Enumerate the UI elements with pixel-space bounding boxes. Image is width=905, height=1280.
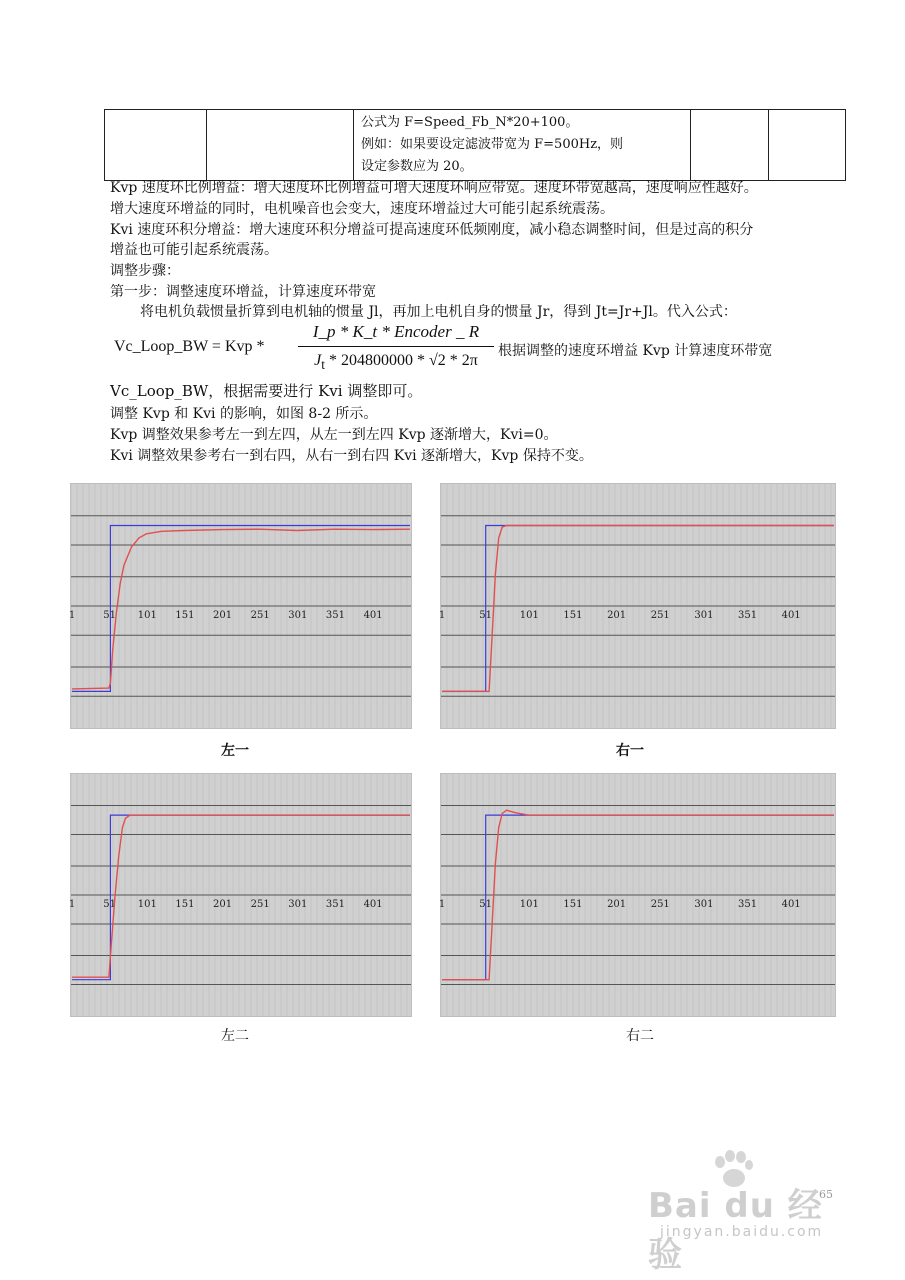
x-tick-label: 401 [363, 610, 383, 622]
step-1-heading: 第一步：调整速度环增益，计算速度环带宽 [110, 284, 376, 300]
baidu-jingyan-watermark [640, 1150, 840, 1275]
x-tick-label: 301 [288, 610, 308, 622]
chart-right-2 [440, 773, 836, 1017]
figure-reference: 调整 Kvp 和 Kvi 的影响，如图 8-2 所示。 [110, 406, 378, 422]
fraction-bar [298, 346, 494, 347]
formula-description: 根据调整的速度环增益 Kvp 计算速度环带宽 [498, 343, 773, 359]
kvp-paragraph-line-1: Kvp 速度环比例增益：增大速度环比例增益可增大速度环响应带宽。速度环带宽越高，速度响应性越好。 [110, 180, 758, 196]
table-text-line: 公式为 F=Speed_Fb_N*20+100。 [361, 115, 579, 130]
x-tick-label: 251 [250, 610, 270, 622]
x-tick-label: 51 [103, 610, 117, 622]
x-tick-label: 201 [213, 610, 233, 622]
table-row [105, 110, 846, 181]
after-formula-text: Vc_Loop_BW，根据需要进行 Kvi 调整即可。 [110, 382, 423, 400]
page-number: 65 [819, 1188, 833, 1201]
x-tick-label: 351 [325, 610, 346, 622]
x-tick-label: 301 [288, 899, 308, 911]
x-tick-label: 151 [563, 610, 583, 622]
table-text-line: 设定参数应为 20。 [361, 159, 473, 174]
x-tick-label: 201 [607, 610, 627, 622]
caption-left-1: 左一 [221, 743, 249, 759]
kvi-paragraph-line-2: 增益也可能引起系统震荡。 [110, 242, 278, 258]
x-tick-label: 201 [607, 899, 627, 911]
table-text-line: 例如：如果要设定滤波带宽为 F=500Hz，则 [361, 137, 624, 152]
formula-numerator: I_p * K_t * Encoder _ R [312, 322, 480, 341]
x-tick-label: 201 [213, 899, 233, 911]
x-tick-label: 101 [519, 610, 539, 622]
watermark-url: jingyan.baidu.com [660, 1224, 824, 1240]
table-cell-description [354, 110, 691, 181]
x-tick-label: 101 [137, 610, 157, 622]
kvp-paragraph-line-2: 增大速度环增益的同时，电机噪音也会变大，速度环增益过大可能引起系统震荡。 [110, 201, 614, 217]
x-tick-label: 1 [438, 899, 446, 911]
x-tick-label: 101 [519, 899, 539, 911]
chart-svg [68, 484, 411, 728]
x-tick-label: 51 [103, 899, 117, 911]
table-cell [207, 110, 354, 181]
x-tick-label: 351 [325, 899, 346, 911]
x-tick-label: 151 [563, 899, 583, 911]
caption-right-1: 右一 [616, 743, 644, 759]
chart-right-1 [440, 483, 836, 729]
x-tick-label: 51 [479, 899, 493, 911]
steps-title: 调整步骤： [110, 263, 180, 279]
step-1-detail: 将电机负载惯量折算到电机轴的惯量 Jl，再加上电机自身的惯量 Jr，得到 Jt=Jr+Jl。代入公式： [140, 304, 737, 320]
x-tick-label: 351 [738, 899, 758, 911]
parameter-table [104, 109, 846, 181]
x-tick-label: 351 [738, 610, 758, 622]
x-tick-label: 251 [250, 899, 270, 911]
x-tick-label: 401 [363, 899, 383, 911]
x-tick-label: 251 [650, 899, 670, 911]
x-tick-label: 1 [438, 610, 446, 622]
x-tick-label: 301 [694, 610, 714, 622]
kvp-effect-text: Kvp 调整效果参考左一到左四，从左一到左四 Kvp 逐渐增大，Kvi=0。 [110, 427, 558, 443]
formula-denominator: $J_t * 204800000 * √2 * 2\pi$ [314, 352, 478, 373]
caption-left-2: 左二 [221, 1028, 249, 1044]
x-tick-label: 1 [68, 899, 76, 911]
formula-lhs: Vc_Loop_BW = Kvp * [114, 338, 265, 355]
kvi-paragraph-line-1: Kvi 速度环积分增益：增大速度环积分增益可提高速度环低频刚度，减小稳态调整时间，但是过高的积分 [110, 222, 754, 238]
x-tick-label: 151 [175, 610, 195, 622]
chart-left-1 [70, 483, 412, 729]
table-cell [105, 110, 207, 181]
x-tick-label: 301 [694, 899, 714, 911]
x-tick-label: 401 [781, 899, 801, 911]
chart-left-2 [70, 773, 412, 1017]
formula-fraction [298, 320, 494, 377]
table-cell [769, 110, 846, 181]
x-tick-label: 251 [650, 610, 670, 622]
chart-svg [68, 774, 411, 1016]
watermark-logo: Bai du 经验 [648, 1186, 823, 1275]
chart-svg [438, 774, 835, 1016]
x-tick-label: 151 [175, 899, 195, 911]
x-tick-label: 101 [137, 899, 157, 911]
chart-svg [438, 484, 835, 728]
caption-right-2: 右二 [626, 1028, 654, 1044]
table-cell [691, 110, 769, 181]
x-tick-label: 1 [68, 610, 76, 622]
x-tick-label: 401 [781, 610, 801, 622]
kvi-effect-text: Kvi 调整效果参考右一到右四，从右一到右四 Kvi 逐渐增大，Kvp 保持不变。 [110, 448, 593, 464]
x-tick-label: 51 [479, 610, 493, 622]
